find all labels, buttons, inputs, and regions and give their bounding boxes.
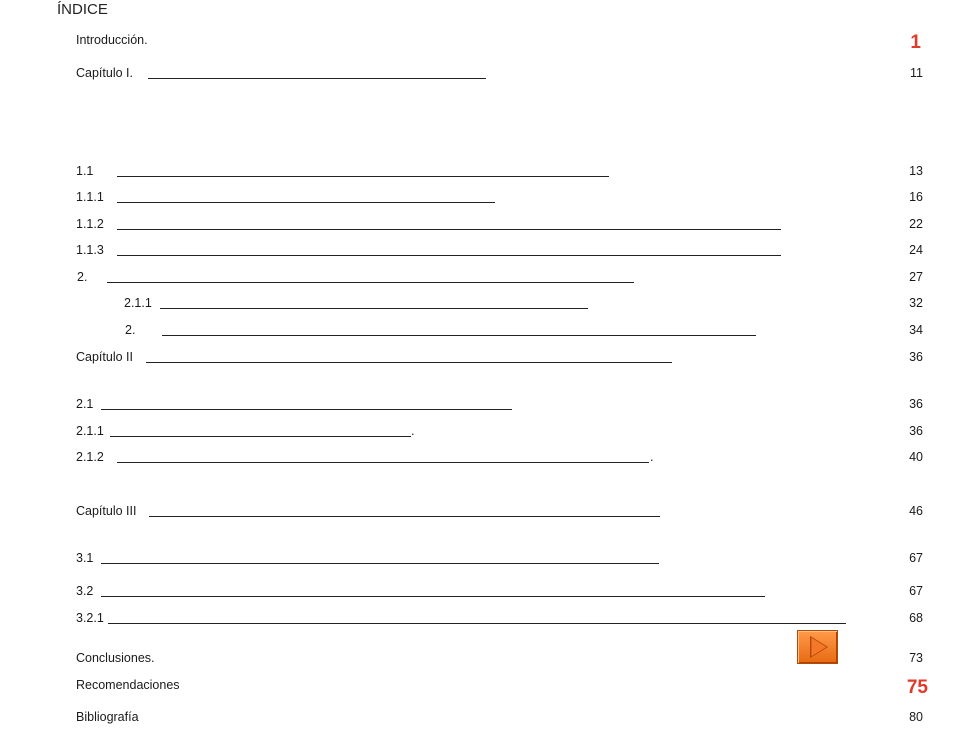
leader-line [117, 229, 781, 230]
toc-entry[interactable] [0, 162, 960, 184]
trailing-period: . [411, 424, 415, 438]
toc-entry-label: 1.1.3 [76, 243, 104, 257]
toc-entry-page: 32 [909, 296, 923, 310]
toc-entry-label: 2.1.2 [76, 450, 104, 464]
toc-entry[interactable] [0, 294, 960, 316]
toc-entry-label: 2.1 [76, 397, 94, 411]
toc-entry-page: 36 [909, 397, 923, 411]
toc-entry-page: 68 [909, 611, 923, 625]
leader-line [108, 623, 846, 624]
toc-entry-page: 22 [909, 217, 923, 231]
toc-entry[interactable] [0, 64, 960, 86]
toc-entry-label: 2. [125, 323, 136, 337]
toc-entry-label: 3.2 [76, 584, 94, 598]
toc-entry[interactable] [0, 448, 960, 470]
toc-entry-label: 2. [77, 270, 88, 284]
leader-line [117, 255, 781, 256]
toc-entry-label: Bibliografía [76, 710, 139, 724]
toc-entry-page: 1 [910, 32, 921, 53]
toc-entry-page: 67 [909, 584, 923, 598]
toc-entry-page: 36 [909, 350, 923, 364]
leader-line [101, 596, 765, 597]
toc-entry-label: Capítulo I. [76, 66, 133, 80]
toc-entry-page: 34 [909, 323, 923, 337]
toc-entry-label: Recomendaciones [76, 678, 180, 692]
page-title: ÍNDICE [57, 1, 108, 18]
toc-entry[interactable] [0, 708, 960, 730]
toc-entry-label: Conclusiones. [76, 651, 155, 665]
toc-entry-label: 2.1.1 [124, 296, 152, 310]
leader-line [117, 176, 609, 177]
next-button[interactable] [797, 630, 838, 664]
leader-line [107, 282, 634, 283]
leader-line [110, 436, 411, 437]
toc-entry-page: 46 [909, 504, 923, 518]
toc-entry-page: 67 [909, 551, 923, 565]
leader-line [162, 335, 756, 336]
toc-entry-label: 3.2.1 [76, 611, 104, 625]
toc-entry-label: 1.1.1 [76, 190, 104, 204]
toc-entry[interactable] [0, 215, 960, 237]
toc-entry-page: 13 [909, 164, 923, 178]
toc-entry[interactable] [0, 582, 960, 604]
leader-line [160, 308, 588, 309]
toc-entry-label: Capítulo II [76, 350, 133, 364]
toc-entry[interactable] [0, 321, 960, 343]
toc-entry-page: 73 [909, 651, 923, 665]
toc-entry[interactable] [0, 268, 960, 290]
toc-entry-page: 75 [906, 677, 928, 698]
toc-entry-page: 80 [909, 710, 923, 724]
toc-entry-label: 1.1.2 [76, 217, 104, 231]
leader-line [101, 563, 659, 564]
leader-line [117, 202, 495, 203]
leader-line [101, 409, 512, 410]
toc-entry-page: 16 [909, 190, 923, 204]
leader-line [117, 462, 649, 463]
toc-entry-page: 40 [909, 450, 923, 464]
toc-entry[interactable] [0, 188, 960, 210]
toc-entry-label: Introducción. [76, 33, 148, 47]
toc-entry-label: 2.1.1 [76, 424, 104, 438]
leader-line [149, 516, 660, 517]
toc-entry[interactable] [0, 395, 960, 417]
leader-line [146, 362, 672, 363]
toc-entry[interactable] [0, 609, 960, 631]
toc-entry[interactable] [0, 31, 960, 53]
toc-entry[interactable] [0, 422, 960, 444]
toc-entry-label: Capítulo III [76, 504, 137, 518]
toc-entry[interactable] [0, 241, 960, 263]
toc-entry[interactable] [0, 502, 960, 524]
toc-entry-page: 36 [909, 424, 923, 438]
trailing-period: . [650, 450, 654, 464]
toc-entry[interactable] [0, 676, 960, 698]
arrow-right-icon [798, 631, 837, 663]
toc-entry[interactable] [0, 348, 960, 370]
toc-entry[interactable] [0, 549, 960, 571]
toc-entry-page: 24 [909, 243, 923, 257]
toc-entry-label: 3.1 [76, 551, 94, 565]
toc-entry-label: 1.1 [76, 164, 94, 178]
toc-entry-page: 27 [909, 270, 923, 284]
leader-line [148, 78, 486, 79]
toc-entry-page: 11 [910, 66, 923, 80]
